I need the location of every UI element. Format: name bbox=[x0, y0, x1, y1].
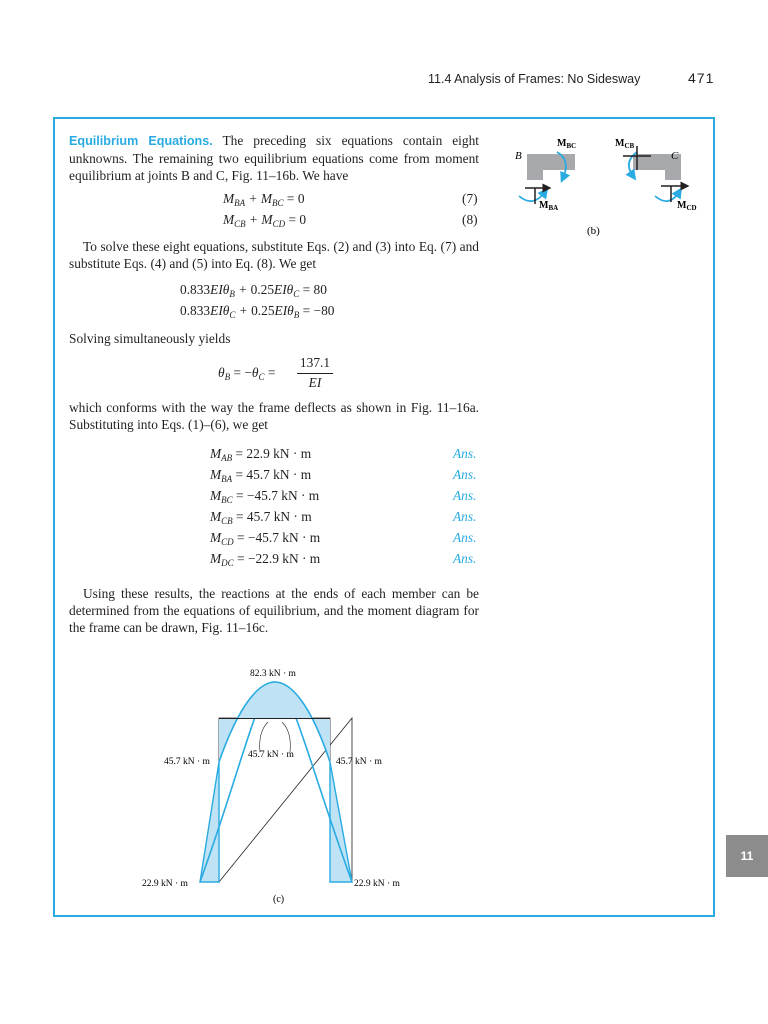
moment-diagram-figure bbox=[140, 662, 440, 912]
using-paragraph: Using these results, the reactions at the ends of each member can be determined from the equations of equilibrium, and the moment diagram for the frame can be drawn, Fig. 11–16c. bbox=[69, 586, 479, 635]
equation-7-number: (7) bbox=[462, 191, 478, 206]
section-title: 11.4 Analysis of Frames: No Sidesway bbox=[428, 72, 641, 86]
label-b: B bbox=[515, 150, 522, 162]
theta-equation: $\theta_B = -\theta_C$ = bbox=[218, 365, 276, 382]
result-row: $M_{CB} = 45.7$ kN · m bbox=[210, 509, 312, 526]
result-row: $M_{BC} = -45.7$ kN · m bbox=[210, 488, 320, 505]
label-center: 45.7 kN · m bbox=[248, 750, 294, 760]
right-column-moment bbox=[330, 762, 352, 882]
answer-tag: Ans. bbox=[453, 551, 477, 566]
label-right-bottom: 22.9 kN · m bbox=[354, 879, 400, 889]
fig-c-caption: (c) bbox=[273, 894, 285, 905]
simultaneous-text: Solving simultaneously yields bbox=[69, 331, 231, 346]
linear-equation-1: 0.833EIθ$_B$ + 0.25EIθ$_C$ = 80 bbox=[180, 282, 327, 299]
label-left-mid: 45.7 kN · m bbox=[164, 757, 210, 767]
equation-7: $M_{BA} + M_{BC} = 0$ bbox=[223, 191, 305, 208]
label-mcd: $M_{CD}$ bbox=[677, 200, 697, 212]
conform-paragraph: which conforms with the way the frame deflects as shown in Fig. 11–16a. Substituting into Eqs. (1)–(6), we get bbox=[69, 400, 479, 432]
label-right-mid: 45.7 kN · m bbox=[336, 757, 382, 767]
result-row: $M_{AB} = 22.9$ kN · m bbox=[210, 446, 312, 463]
running-header bbox=[0, 72, 768, 92]
result-row: $M_{BA} = 45.7$ kN · m bbox=[210, 467, 312, 484]
fig-b-caption: (b) bbox=[587, 225, 600, 237]
left-column-moment bbox=[200, 762, 219, 882]
answer-tag: Ans. bbox=[453, 509, 477, 524]
mcd-arrow bbox=[655, 192, 679, 201]
answer-tag: Ans. bbox=[453, 488, 477, 503]
joint-free-body-figure bbox=[505, 128, 705, 240]
linear-equation-2: 0.833EIθ$_C$ + 0.25EIθ$_B$ = −80 bbox=[180, 303, 335, 320]
equilibrium-paragraph bbox=[69, 132, 479, 184]
result-row: $M_{DC} = -22.9$ kN · m bbox=[210, 551, 321, 568]
intro-text: The preceding six equations contain eight unknowns. The remaining two equilibrium equations come from moment equilibrium at joints B and C, Fig. 11–16b. We have bbox=[69, 133, 479, 183]
fraction-bar bbox=[297, 373, 333, 374]
solve-paragraph: To solve these eight equations, substitute Eqs. (2) and (3) into Eq. (7) and substitute Eqs. (4) and (5) into Eq. (8). We get bbox=[69, 239, 479, 271]
label-mba: $M_{BA}$ bbox=[539, 200, 559, 212]
page-number: 471 bbox=[688, 70, 715, 86]
answer-tag: Ans. bbox=[453, 467, 477, 482]
label-left-bottom: 22.9 kN · m bbox=[142, 879, 188, 889]
answer-tag: Ans. bbox=[453, 530, 477, 545]
chapter-tab: 11 bbox=[726, 835, 768, 877]
label-peak: 82.3 kN · m bbox=[250, 669, 296, 679]
theta-numerator: 137.1 bbox=[299, 355, 331, 370]
label-mcb: $M_{CB}$ bbox=[615, 138, 635, 150]
equation-8-number: (8) bbox=[462, 212, 478, 227]
equation-8: $M_{CB} + M_{CD} = 0$ bbox=[223, 212, 307, 229]
result-row: $M_{CD} = -45.7$ kN · m bbox=[210, 530, 321, 547]
joint-b-member bbox=[527, 154, 575, 180]
equilibrium-heading: Equilibrium Equations. bbox=[69, 134, 213, 148]
label-mbc: $M_{BC}$ bbox=[557, 138, 577, 150]
answer-tag: Ans. bbox=[453, 446, 477, 461]
label-c: C bbox=[671, 150, 679, 162]
theta-denominator: EI bbox=[308, 375, 322, 390]
